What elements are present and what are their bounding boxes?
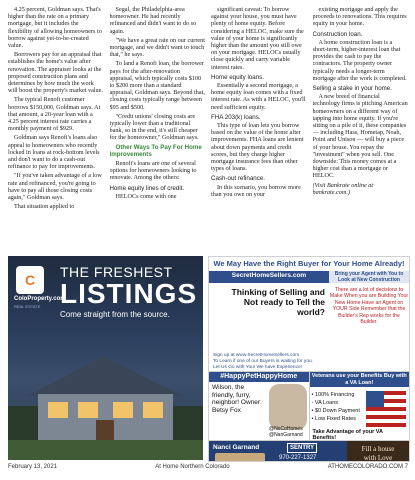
- flag-icon: [366, 391, 406, 429]
- paragraph: 4.25 percent, Goldman says. That's higher than the rate on a primary mortgage, but it includes the flexibility of allowing homeowners to borrow against yet-to-be-created value.: [8, 6, 102, 50]
- paragraph: Borrowers pay for an appraisal that establishes the home's value after renovation. The appraiser looks at the proposed construction plans and determines by how much the work will boost the property's market value.: [8, 51, 103, 95]
- ad-banner: We May Have the Right Buyer for Your Home Already!: [209, 257, 409, 271]
- quote-line: Fill a house: [361, 445, 395, 453]
- experience-note: Let Us Go with You! We have Experience!: [213, 365, 302, 370]
- benefits-list: [310, 387, 367, 429]
- subheading: Home equity lines of credit.: [109, 184, 185, 192]
- builder-hint: There are a lot of decisions to Make When you are Building Your New Home Have an Agent on YOUR Side Remember that the Builder's Rep works for the Builder.: [329, 287, 409, 326]
- paragraph: Renofi's loans are one of several options for homeowners looking to renovate. Among the others:: [109, 160, 197, 182]
- paragraph: This type of loan lets you borrow based on the value of the home after improvements. FHA loans are lenient about down payments and credit scores, but they charge higher mortgage insurance fees than other types of loans.: [211, 122, 304, 173]
- list-item: • 100% Financing: [311, 392, 355, 398]
- paragraph: Essentially a second mortgage, a home equity loan comes with a fixed interest rate. As with a HELOC, you'll need sufficient equity.: [211, 82, 306, 111]
- footer-publication: At Home Northern Colorado: [155, 464, 230, 470]
- logo-tagline: REAL ESTATE: [14, 304, 41, 309]
- brokerage-logo: SENTRY: [287, 443, 317, 453]
- subheading: Cash-out refinance.: [211, 175, 265, 183]
- veterans-heading: Veterans use your Benefits Buy with a VA Loan!: [310, 372, 410, 387]
- subheading: Home equity loans.: [211, 73, 264, 81]
- ad-subline: Come straight from the source.: [60, 310, 170, 319]
- social-handles: @NoCoHomes @NanGarnand: [269, 426, 303, 438]
- paragraph: A new breed of financial technology firms is pitching American homeowners on a different way of tapping into home equity. If you're sitting on a pile of it, these companies — including Hass, Hometap, Noah, Point and Unison — will buy a piece of your house. You repay the "investment" when you sell. One downside: This money comes at a higher cost than a mortgage or HELOC.: [312, 93, 408, 180]
- agent-photo: [215, 453, 265, 462]
- secret-sellers-bar[interactable]: SecretHomeSellers.com: [209, 271, 329, 283]
- va-benefits-line: Take Advantage of your VA Benefits!: [312, 429, 383, 441]
- selling-panel: [209, 283, 409, 353]
- paragraph: In this scenario, you borrow more than you owe on your: [211, 183, 301, 198]
- paragraph: HELOCs come with one: [115, 192, 177, 200]
- paragraph: existing mortgage and apply the proceeds to renovations. This requires equity in your home.: [312, 6, 407, 28]
- pet-hashtag: #HappyPetHappyHome: [209, 372, 309, 382]
- page-footer: [8, 464, 408, 470]
- subheading: Construction loan.: [312, 30, 363, 38]
- ad-headline-1: THE FRESHEST: [60, 264, 173, 280]
- article-columns: [8, 6, 408, 256]
- paragraph: The typical Renofi customer borrows $150,000, Goldman says. At that amount, a 20-year loan with a 4.25 percent interest rate carries a monthly payment of $929.: [8, 96, 101, 133]
- signup-note[interactable]: Sign up at www.SecretHomeSellers.com: [213, 353, 300, 358]
- list-item: • $0 Down Payment: [311, 408, 360, 414]
- coloproperty-logo: C: [16, 266, 44, 294]
- buyers-note: To Learn if one of our Buyers is waiting for you.: [213, 359, 313, 364]
- section-heading: Other Ways To Pay For Home Improvements: [109, 143, 202, 158]
- paragraph: Goldman says Renofi's loans also appeal to homeowners who recently locked in loans at rock-bottom levels and don't want to do a cash-out refinance to pay for improvements.: [8, 134, 100, 171]
- house-photo: [8, 336, 203, 460]
- paragraph: "Credit unions' closing costs are typically lower than a traditional bank, so in the end, it's still cheaper for the homeowner," Goldman says.: [109, 112, 199, 142]
- listings-ad[interactable]: [8, 256, 203, 460]
- logo-text: ColoProperty.com: [14, 296, 66, 302]
- agent-name: Nanci Garnand: [213, 444, 260, 451]
- paragraph: Segal, the Philadelphia-area homeowner. He had recently refinanced and didn't want to do so again.: [109, 6, 197, 35]
- article-column-4: [313, 6, 409, 256]
- ad-headline-2: LISTINGS: [60, 278, 198, 309]
- subheading: Selling a stake in your home.: [312, 85, 392, 93]
- article-column-2: [110, 6, 206, 256]
- realtor-ad[interactable]: [208, 256, 410, 462]
- agent-phone[interactable]: 970-227-1327: [279, 455, 317, 461]
- footer-date: February 13, 2021: [8, 464, 58, 470]
- agent-card: [209, 441, 347, 462]
- dog-photo: [269, 384, 307, 430]
- thinking-text: Thinking of Selling and Not ready to Tell the world?: [231, 287, 325, 317]
- subheading: FHA 203(k) loans.: [211, 113, 261, 121]
- pet-panel: [209, 372, 310, 440]
- paragraph: "If you've taken advantage of a low rate and refinanced, you're going to have to pay all those closing costs again," Goldman says.: [8, 172, 102, 202]
- pet-text: Wilson, the friendly, furry, neighbor! Owner: Betsy Fox: [212, 384, 262, 414]
- credit-line: (Visit Bankrate online at bankrate.com.): [312, 181, 374, 196]
- list-item: - VA Loans: [311, 400, 338, 406]
- paragraph: That situation applied to: [14, 203, 75, 211]
- article-column-1: [8, 6, 104, 256]
- paragraph: "We have a great rate on our current mortgage, and we didn't want to touch that," he says.: [109, 36, 205, 59]
- article-column-3: [211, 6, 307, 256]
- paragraph: To land a Renofi loan, the borrower pays for the after-renovation appraisal, which typically costs $100 to $200 more than a standard appraisal, Goldman says. Beyond that, closing costs typically range between $95 and $500.: [109, 60, 205, 111]
- agent-panel: [209, 440, 409, 462]
- footer-site-page: ATHOMECOLORADO.COM 7: [327, 464, 408, 470]
- paragraph: A home construction loan is a short-term, higher-interest loan that provides the cash to pay the contractors. The property owner typically needs a longer-term mortgage after the work is completed.: [312, 38, 407, 82]
- agent-bar: Bring your Agent with You to Look at New Construction: [329, 271, 409, 283]
- list-item: • Low Fixed Rates: [311, 416, 356, 422]
- quote-line: with Love: [363, 454, 393, 462]
- love-quote: [347, 441, 409, 462]
- paragraph: significant caveat: To borrow against your house, you must have plenty of home equity. Before considering a HELOC, make sure the value of your home is significantly higher than the amount you still owe on your mortgage. HELOCs usually close quickly and carry variable interest rates.: [211, 6, 304, 71]
- pet-vet-panel: [209, 371, 409, 440]
- veterans-panel: [310, 372, 410, 440]
